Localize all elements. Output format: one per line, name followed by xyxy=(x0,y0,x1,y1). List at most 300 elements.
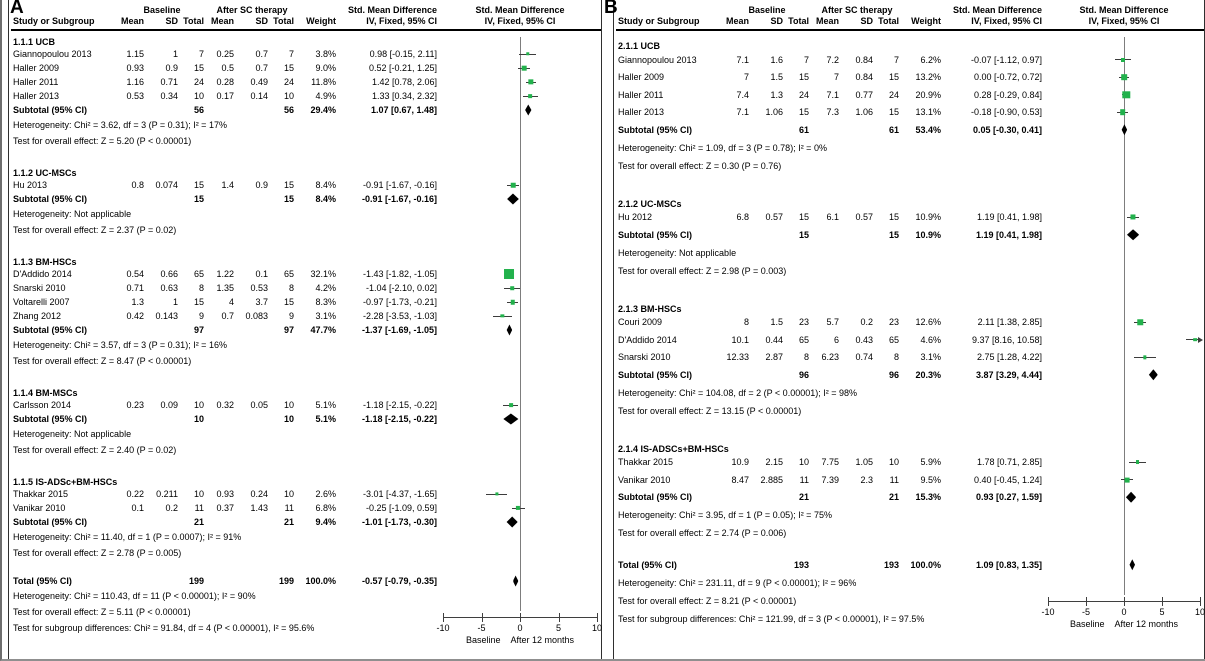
cell-t2: 15 xyxy=(888,212,899,223)
cell-m1: 0.71 xyxy=(126,283,144,293)
cell-t1: 96 xyxy=(798,369,809,380)
cell-sd1: 2.87 xyxy=(765,352,783,363)
cell-w: 13.2% xyxy=(915,72,941,83)
pooled-label: Subtotal (95% CI) xyxy=(618,124,693,135)
forest-plot-row xyxy=(11,398,601,412)
study-name: Haller 2009 xyxy=(13,63,60,73)
cell-t2: 15 xyxy=(888,229,899,240)
forest-plot-row xyxy=(616,349,1204,367)
cell-w: 29.4% xyxy=(310,105,336,115)
effect-marker xyxy=(1136,460,1140,464)
column-header-study: Study or Subgroup xyxy=(13,16,95,26)
cell-t2: 61 xyxy=(888,124,899,135)
axis-tick-label: -5 xyxy=(1081,607,1091,617)
plot-cell xyxy=(1044,86,1204,104)
cell-m1: 10.9 xyxy=(731,457,749,468)
axis-caption-right: After 12 months xyxy=(1114,619,1179,629)
overall-effect-text: Test for overall effect: Z = 5.20 (P < 0.00001) xyxy=(13,136,192,146)
cell-w: 6.8% xyxy=(315,503,336,513)
axis-caption-left: Baseline xyxy=(465,635,501,645)
cell-t2: 7 xyxy=(288,49,294,59)
cell-t2: 65 xyxy=(283,269,294,279)
cell-sd2: 1.06 xyxy=(855,107,873,118)
effect-marker xyxy=(510,300,515,305)
cell-t1: 24 xyxy=(193,77,204,87)
cell-m1: 0.22 xyxy=(126,489,144,499)
total-heterogeneity-text-row xyxy=(616,574,1204,592)
cell-w: 4.6% xyxy=(920,334,941,345)
cell-w: 47.7% xyxy=(310,325,336,335)
cell-w: 13.1% xyxy=(915,107,941,118)
smd-ci-value: -1.18 [-2.15, -0.22] xyxy=(361,414,437,424)
cell-t1: 15 xyxy=(798,72,809,83)
column-header-total: Total xyxy=(273,16,294,26)
cell-m1: 1.15 xyxy=(126,49,144,59)
header-row-columns xyxy=(11,16,601,27)
subtotal-diamond xyxy=(1127,229,1139,240)
cell-t1: 10 xyxy=(193,91,204,101)
plot-cell xyxy=(439,61,601,75)
cell-m1: 0.1 xyxy=(131,503,144,513)
cell-m2: 7.1 xyxy=(826,89,839,100)
cell-t1: 15 xyxy=(193,180,204,190)
cell-sd2: 0.14 xyxy=(250,91,268,101)
column-header-smd-text: Std. Mean Difference xyxy=(347,5,437,15)
plot-cell-inner xyxy=(1048,226,1200,244)
plot-cell-inner xyxy=(1048,121,1200,139)
cell-sd2: 0.43 xyxy=(855,334,873,345)
cell-sd2: 1.05 xyxy=(855,457,873,468)
axis-tick-label: 10 xyxy=(591,623,603,633)
plot-cell xyxy=(439,620,601,636)
plot-cell xyxy=(1044,189,1204,209)
cell-sd2: 0.53 xyxy=(250,283,268,293)
smd-ci-value: -1.04 [-2.10, 0.02] xyxy=(365,283,437,293)
axis-caption-left: Baseline xyxy=(1069,619,1105,629)
subtotal-diamond xyxy=(507,517,518,528)
forest-plot-row xyxy=(616,314,1204,332)
plot-cell xyxy=(439,206,601,222)
smd-ci-value: 0.00 [-0.72, 0.72] xyxy=(973,72,1042,83)
column-header-smd-plot: Std. Mean Difference xyxy=(1079,5,1169,15)
pooled-label: Subtotal (95% CI) xyxy=(13,194,88,204)
cell-sd1: 1.3 xyxy=(770,89,783,100)
cell-sd1: 1.06 xyxy=(765,107,783,118)
cell-m1: 1.3 xyxy=(131,297,144,307)
forest-panel xyxy=(8,0,602,659)
cell-m2: 0.28 xyxy=(216,77,234,87)
cell-t2: 8 xyxy=(288,283,294,293)
cell-w: 100.0% xyxy=(305,576,336,586)
plot-cell xyxy=(439,162,601,178)
plot-cell-inner xyxy=(443,487,597,501)
effect-marker xyxy=(1143,356,1146,359)
overall-effect-text-row xyxy=(616,157,1204,175)
subtotal-row xyxy=(616,489,1204,507)
cell-sd1: 2.15 xyxy=(765,457,783,468)
smd-ci-value: 0.52 [-0.21, 1.25] xyxy=(368,63,437,73)
plot-cell xyxy=(439,192,601,206)
study-name: Vanikar 2010 xyxy=(13,503,66,513)
cell-sd2: 2.3 xyxy=(860,474,873,485)
plot-cell xyxy=(439,426,601,442)
spacer-row xyxy=(11,238,601,251)
cell-t2: 193 xyxy=(883,559,899,570)
subgroup-heading-row xyxy=(616,434,1204,454)
plot-cell-inner xyxy=(443,103,597,117)
subtotal-row xyxy=(11,323,601,337)
effect-marker xyxy=(1193,338,1197,342)
subgroup-heading: 1.1.1 UCB xyxy=(13,37,56,47)
cell-t2: 15 xyxy=(283,180,294,190)
heterogeneity-text-row xyxy=(616,244,1204,262)
pooled-label: Subtotal (95% CI) xyxy=(13,414,88,424)
pooled-label: Subtotal (95% CI) xyxy=(618,492,693,503)
plot-cell-inner xyxy=(1048,69,1200,87)
effect-marker xyxy=(509,403,513,407)
smd-ci-value: 0.05 [-0.30, 0.41] xyxy=(972,124,1042,135)
cell-t2: 24 xyxy=(888,89,899,100)
plot-cell xyxy=(1044,244,1204,262)
cell-m1: 8 xyxy=(743,317,749,328)
cell-t2: 96 xyxy=(888,369,899,380)
plot-cell-inner xyxy=(443,61,597,75)
cell-sd1: 0.44 xyxy=(765,334,783,345)
forest-plot-row xyxy=(11,295,601,309)
cell-t1: 10 xyxy=(193,400,204,410)
cell-m2: 7.75 xyxy=(821,457,839,468)
overall-effect-text: Test for overall effect: Z = 2.98 (P = 0.003) xyxy=(618,265,787,276)
plot-cell-inner xyxy=(1048,471,1200,489)
plot-cell-inner xyxy=(443,398,597,412)
subtotal-diamond xyxy=(1126,492,1136,503)
cell-t2: 10 xyxy=(283,91,294,101)
study-name: Haller 2011 xyxy=(618,89,664,100)
overall-effect-text-row xyxy=(11,442,601,458)
plot-cell xyxy=(439,412,601,426)
cell-w: 11.8% xyxy=(311,77,336,87)
cell-sd1: 1 xyxy=(172,49,178,59)
header-row-groups xyxy=(616,5,1204,16)
plot-cell xyxy=(439,267,601,281)
heterogeneity-text-row xyxy=(11,206,601,222)
effect-marker xyxy=(1137,320,1142,325)
cell-w: 8.4% xyxy=(315,194,336,204)
column-header-study: Study or Subgroup xyxy=(618,16,700,26)
plot-cell xyxy=(439,442,601,458)
cell-w: 20.9% xyxy=(915,89,941,100)
subtotal-diamond xyxy=(503,414,518,425)
plot-cell xyxy=(439,574,601,588)
plot-cell-inner xyxy=(443,515,597,529)
plot-cell-inner xyxy=(443,323,597,337)
total-overall-effect-text: Test for overall effect: Z = 5.11 (P < 0.00001) xyxy=(13,607,191,617)
cell-sd1: 0.63 xyxy=(160,283,178,293)
cell-t1: 65 xyxy=(798,334,809,345)
cell-w: 4.9% xyxy=(315,91,336,101)
cell-m2: 7.2 xyxy=(826,54,839,65)
axis-tick-label: -5 xyxy=(477,623,486,633)
forest-plot-row xyxy=(11,267,601,281)
forest-plot-row xyxy=(616,51,1204,69)
cell-m2: 0.25 xyxy=(216,49,234,59)
subtotal-diamond xyxy=(1149,369,1158,380)
cell-m2: 7.3 xyxy=(826,107,839,118)
subgroup-heading-row xyxy=(616,31,1204,51)
overall-effect-text: Test for overall effect: Z = 8.47 (P < 0.00001) xyxy=(13,356,192,366)
study-name: Hu 2013 xyxy=(13,180,48,190)
plot-cell xyxy=(439,529,601,545)
plot-cell-inner xyxy=(1048,349,1200,367)
effect-marker xyxy=(1121,74,1127,80)
column-header-total: Total xyxy=(183,16,204,26)
plot-cell xyxy=(1044,121,1204,139)
plot-cell xyxy=(1044,262,1204,280)
subtotal-diamond xyxy=(525,105,531,116)
heterogeneity-text: Heterogeneity: Chi² = 3.95, df = 1 (P = 0.05); I² = 75% xyxy=(618,510,832,520)
plot-cell xyxy=(1044,434,1204,454)
panel-label: B xyxy=(604,0,618,18)
overall-effect-text-row xyxy=(11,222,601,238)
subtotal-row xyxy=(11,515,601,529)
effect-marker xyxy=(528,94,532,98)
forest-panel xyxy=(604,0,1205,659)
cell-t1: 15 xyxy=(193,194,204,204)
cell-t1: 11 xyxy=(194,503,204,513)
column-header-sd: SD xyxy=(860,16,873,26)
axis-tick-label: 5 xyxy=(555,623,562,633)
plot-cell xyxy=(439,133,601,149)
forest-plot-row xyxy=(11,501,601,515)
subgroup-heading: 2.1.1 UCB xyxy=(618,41,661,51)
effect-marker xyxy=(526,52,529,55)
plot-cell-inner xyxy=(1048,314,1200,332)
cell-t1: 9 xyxy=(198,311,204,321)
cell-m1: 0.53 xyxy=(126,91,144,101)
cell-sd2: 0.24 xyxy=(250,489,268,499)
ci-arrow-right-icon xyxy=(1198,337,1203,343)
smd-ci-value: 2.11 [1.38, 2.85] xyxy=(977,317,1042,328)
smd-ci-value: 1.19 [0.41, 1.98] xyxy=(975,229,1042,240)
subtotal-diamond xyxy=(1130,559,1136,570)
plot-cell xyxy=(439,178,601,192)
column-header-sd: SD xyxy=(165,16,178,26)
cell-sd1: 1 xyxy=(172,297,178,307)
subtotal-diamond xyxy=(507,194,519,205)
cell-m2: 0.7 xyxy=(221,311,234,321)
cell-t2: 21 xyxy=(888,492,899,503)
cell-m2: 6.1 xyxy=(826,212,839,223)
cell-m1: 8.47 xyxy=(731,474,749,485)
study-name: D'Addido 2014 xyxy=(13,269,72,279)
column-header-sd: SD xyxy=(770,16,783,26)
overall-effect-text-row xyxy=(616,402,1204,420)
cell-t1: 199 xyxy=(188,576,204,586)
subgroup-heading: 2.1.4 IS-ADSCs+BM-HSCs xyxy=(618,443,729,454)
subgroup-heading: 1.1.5 IS-ADSc+BM-HSCs xyxy=(13,477,118,487)
smd-ci-value: 0.93 [0.27, 1.59] xyxy=(975,492,1042,503)
subtotal-row xyxy=(616,366,1204,384)
smd-ci-value: -0.57 [-0.79, -0.35] xyxy=(361,576,437,586)
cell-w: 2.6% xyxy=(315,489,336,499)
header-spacer xyxy=(11,5,117,16)
study-name: Couri 2009 xyxy=(618,317,663,328)
heterogeneity-text: Heterogeneity: Chi² = 104.08, df = 2 (P < 0.00001); I² = 98% xyxy=(618,387,857,398)
cell-w: 10.9% xyxy=(915,212,941,223)
cell-m1: 7.4 xyxy=(736,89,749,100)
forest-plot-row xyxy=(616,331,1204,349)
heterogeneity-text: Heterogeneity: Not applicable xyxy=(13,209,132,219)
cell-w: 5.1% xyxy=(315,414,336,424)
cell-t1: 10 xyxy=(193,489,204,499)
smd-ci-value: 0.40 [-0.45, 1.24] xyxy=(973,474,1042,485)
axis-tick-label: 0 xyxy=(517,623,523,633)
plot-cell-inner xyxy=(443,574,597,588)
smd-ci-value: -0.07 [-1.12, 0.97] xyxy=(970,54,1042,65)
cell-sd2: 0.9 xyxy=(255,180,268,190)
column-header-sd: SD xyxy=(255,16,268,26)
column-header-smd-text: Std. Mean Difference xyxy=(952,5,1042,15)
cell-m2: 0.37 xyxy=(216,503,234,513)
cell-m1: 0.23 xyxy=(126,400,144,410)
overall-effect-text-row xyxy=(11,353,601,369)
cell-sd1: 0.2 xyxy=(165,503,178,513)
heterogeneity-text: Heterogeneity: Chi² = 3.62, df = 3 (P = 0.31); I² = 17% xyxy=(13,120,227,130)
effect-marker xyxy=(1121,58,1125,62)
column-header-mean: Mean xyxy=(725,16,749,26)
spacer-row xyxy=(11,149,601,162)
effect-marker xyxy=(510,286,514,290)
subgroup-differences-text: Test for subgroup differences: Chi² = 121.99, df = 3 (P < 0.00001), I² = 97.5% xyxy=(618,613,925,624)
plot-cell xyxy=(439,382,601,398)
study-name: D'Addido 2014 xyxy=(618,334,677,345)
axis-tick-label: 10 xyxy=(1194,607,1205,617)
axis-tick-label: -10 xyxy=(436,623,450,633)
forest-plot-row xyxy=(616,471,1204,489)
column-header-weight: Weight xyxy=(306,16,336,26)
cell-sd1: 0.34 xyxy=(160,91,178,101)
cell-sd1: 0.66 xyxy=(160,269,178,279)
column-header-ci-method-plot: IV, Fixed, 95% CI xyxy=(1088,16,1160,26)
cell-m2: 0.32 xyxy=(216,400,234,410)
cell-t1: 65 xyxy=(193,269,204,279)
forest-plot-row xyxy=(616,86,1204,104)
plot-cell-inner xyxy=(443,267,597,281)
cell-m2: 0.5 xyxy=(221,63,234,73)
forest-plot-row xyxy=(616,454,1204,472)
plot-cell xyxy=(1044,489,1204,507)
cell-sd2: 0.49 xyxy=(250,77,268,87)
cell-sd1: 1.5 xyxy=(770,72,783,83)
subtotal-row xyxy=(616,226,1204,244)
cell-t1: 15 xyxy=(798,212,809,223)
cell-w: 20.3% xyxy=(915,369,941,380)
cell-m1: 0.93 xyxy=(126,63,144,73)
smd-ci-value: -2.28 [-3.53, -1.03] xyxy=(362,311,437,321)
plot-cell xyxy=(439,309,601,323)
axis-tick-label: 5 xyxy=(1159,607,1165,617)
subgroup-heading-row xyxy=(616,294,1204,314)
forest-plot-row xyxy=(11,487,601,501)
plot-cell-inner xyxy=(443,47,597,61)
overall-effect-text: Test for overall effect: Z = 2.40 (P = 0.02) xyxy=(13,445,177,455)
cell-w: 12.6% xyxy=(915,317,941,328)
effect-marker xyxy=(516,506,520,510)
plot-cell xyxy=(1044,402,1204,420)
spacer-row xyxy=(11,561,601,574)
cell-sd2: 0.57 xyxy=(855,212,873,223)
subgroup-heading: 1.1.3 BM-HSCs xyxy=(13,257,77,267)
heterogeneity-text-row xyxy=(616,506,1204,524)
effect-marker xyxy=(504,269,514,279)
plot-cell xyxy=(1044,226,1204,244)
study-name: Voltarelli 2007 xyxy=(13,297,70,307)
cell-t2: 10 xyxy=(283,489,294,499)
study-name: Giannopoulou 2013 xyxy=(13,49,92,59)
plot-cell xyxy=(1044,157,1204,175)
smd-ci-value: 1.07 [0.67, 1.48] xyxy=(370,105,437,115)
smd-ci-value: -0.18 [-0.90, 0.53] xyxy=(970,107,1042,118)
heterogeneity-text-row xyxy=(11,117,601,133)
smd-ci-value: 1.19 [0.41, 1.98] xyxy=(976,212,1042,223)
plot-cell-inner xyxy=(1048,556,1200,574)
cell-t1: 10 xyxy=(798,457,809,468)
cell-sd1: 0.211 xyxy=(156,489,178,499)
effect-marker xyxy=(1130,215,1135,220)
cell-t1: 21 xyxy=(193,517,204,527)
smd-ci-value: -1.01 [-1.73, -0.30] xyxy=(361,517,437,527)
axis-caption-right: After 12 months xyxy=(510,635,575,645)
subtotal-diamond xyxy=(513,576,519,587)
cell-w: 9.0% xyxy=(315,63,336,73)
smd-ci-value: -0.91 [-1.67, -0.16] xyxy=(361,194,437,204)
subtotal-row xyxy=(11,103,601,117)
plot-cell xyxy=(439,75,601,89)
plot-cell xyxy=(1044,384,1204,402)
subgroup-heading-row xyxy=(11,471,601,487)
subgroup-heading: 2.1.3 BM-HSCs xyxy=(618,303,682,314)
subgroup-heading: 1.1.2 UC-MSCs xyxy=(13,168,77,178)
effect-marker xyxy=(1125,477,1130,482)
plot-cell-inner xyxy=(443,412,597,426)
cell-m1: 1.16 xyxy=(126,77,144,87)
study-name: Carlsson 2014 xyxy=(13,400,72,410)
subgroup-differences-text: Test for subgroup differences: Chi² = 91.84, df = 4 (P < 0.00001), I² = 95.6% xyxy=(13,623,315,633)
plot-cell xyxy=(439,398,601,412)
cell-sd1: 1.5 xyxy=(770,317,783,328)
pooled-label: Total (95% CI) xyxy=(618,559,677,570)
cell-t2: 15 xyxy=(888,107,899,118)
cell-sd2: 0.1 xyxy=(255,269,268,279)
spacer-row xyxy=(616,280,1204,294)
column-header-after-sc-therapy: After SC therapy xyxy=(216,5,288,15)
plot-cell xyxy=(439,281,601,295)
cell-m1: 0.8 xyxy=(131,180,144,190)
study-name: Haller 2013 xyxy=(13,91,60,101)
study-name: Haller 2013 xyxy=(618,107,665,118)
heterogeneity-text-row xyxy=(11,529,601,545)
cell-sd2: 0.2 xyxy=(860,317,873,328)
heterogeneity-text: Heterogeneity: Chi² = 11.40, df = 1 (P = 0.0007); I² = 91% xyxy=(13,532,242,542)
forest-plot-row xyxy=(11,89,601,103)
cell-w: 5.9% xyxy=(920,457,941,468)
cell-t2: 9 xyxy=(288,311,294,321)
smd-ci-value: 1.42 [0.78, 2.06] xyxy=(371,77,437,87)
plot-cell-inner xyxy=(443,178,597,192)
axis-tick-label: -10 xyxy=(1041,607,1055,617)
cell-sd1: 0.71 xyxy=(160,77,178,87)
cell-w: 32.1% xyxy=(310,269,336,279)
